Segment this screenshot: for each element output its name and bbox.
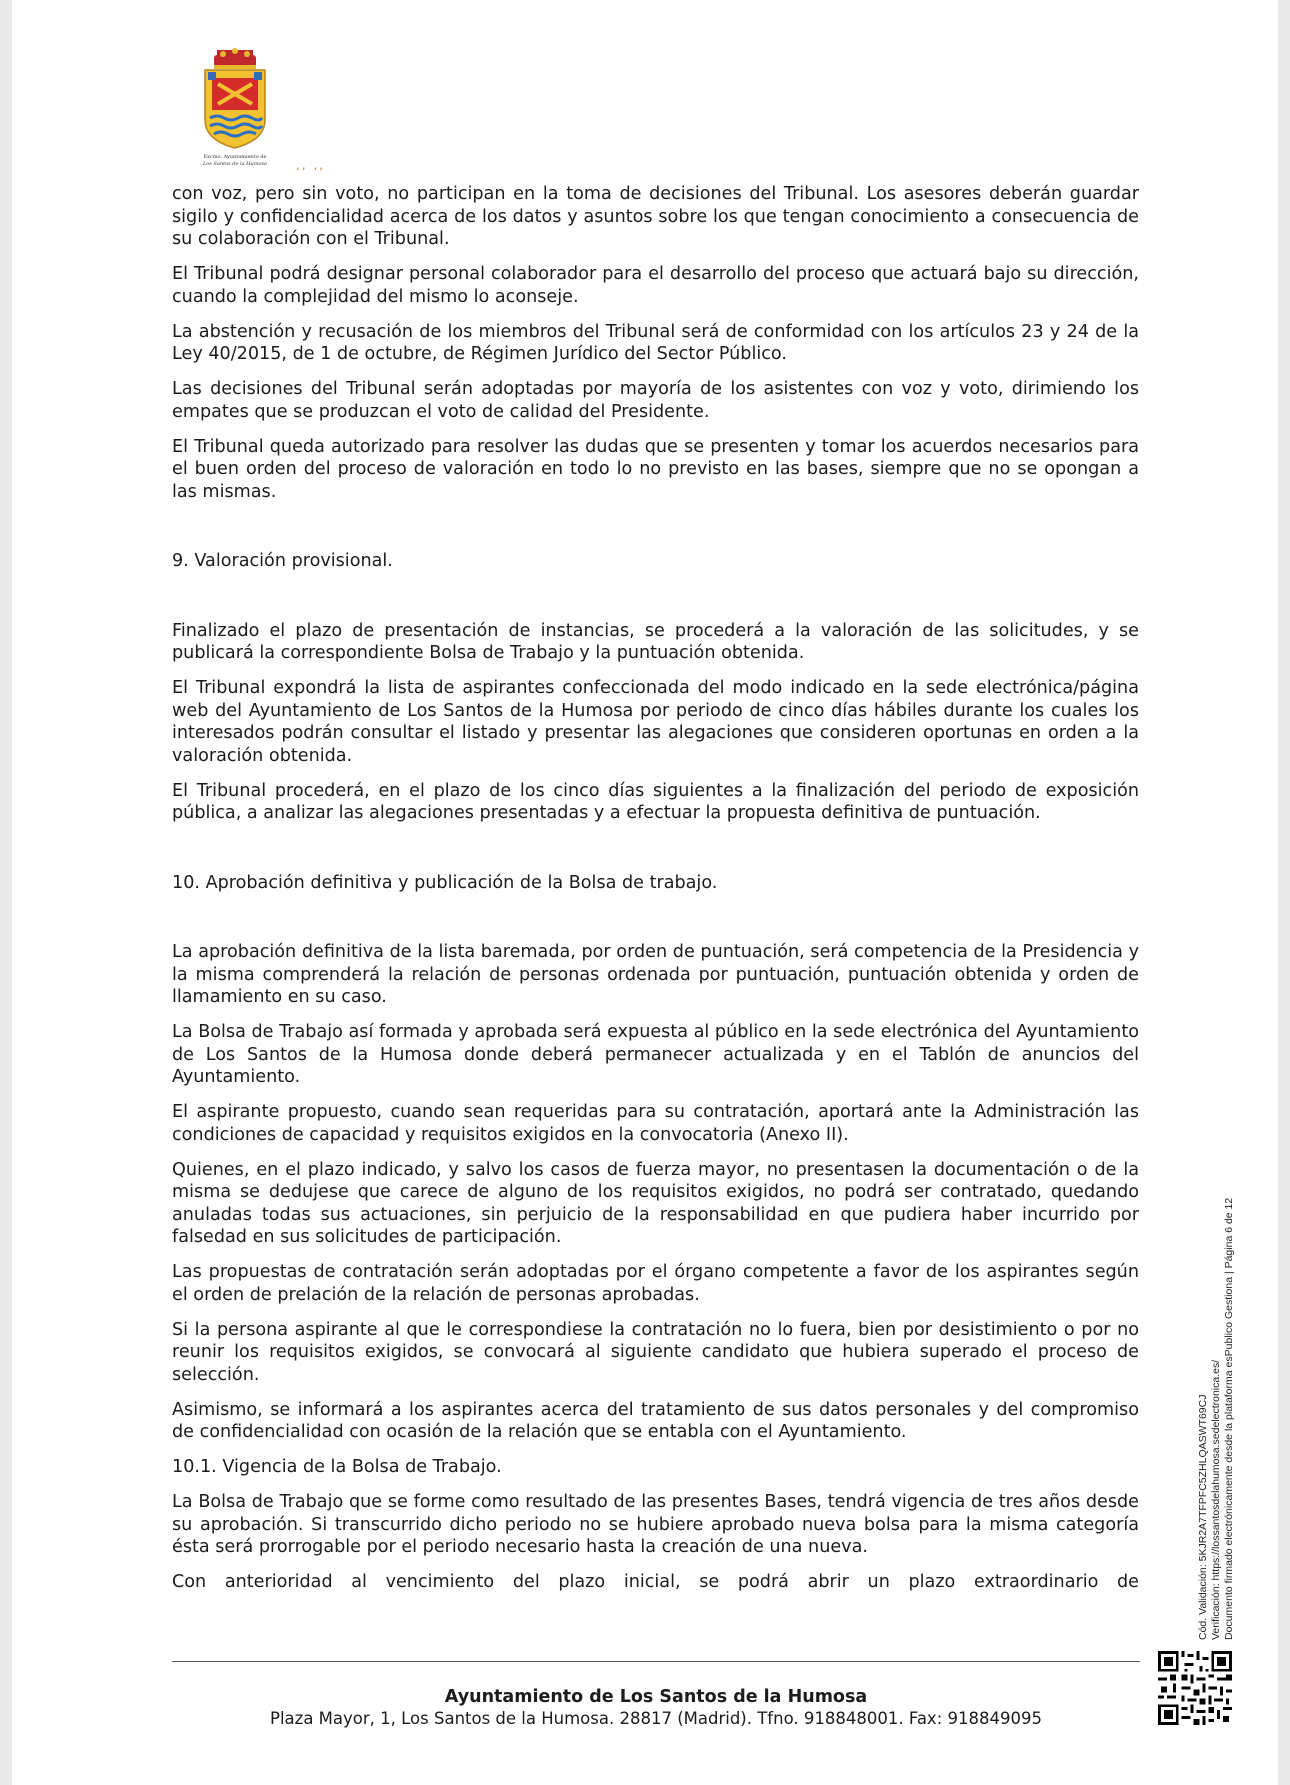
paragraph: El Tribunal procederá, en el plazo de los cinco días siguientes a la finalización del periodo de exposición pública, a analizar las alegaciones presentadas y a efectuar la propuesta definitiva de puntuación. bbox=[172, 780, 1139, 823]
paragraph: La aprobación definitiva de la lista baremada, por orden de puntuación, será competencia de la Presidencia y la misma comprenderá la relación de personas ordenada por puntuación, puntuación obtenida y orden de llamamiento en su caso. bbox=[172, 942, 1139, 1007]
footer-divider bbox=[172, 1661, 1140, 1662]
logo-caption-1: Excmo. Ayuntamiento de bbox=[203, 154, 267, 160]
paragraph: El aspirante propuesto, cuando sean requeridas para su contratación, aportará ante la Administración las condiciones de capacidad y requisitos exigidos en la convocatoria (Anexo II). bbox=[172, 1102, 1139, 1145]
paragraph: con voz, pero sin voto, no participan en la toma de decisiones del Tribunal. Los asesores deberán guardar sigilo y confidencialidad acerca de los datos y asuntos sobre los que tengan conocimiento a consecuencia de su colaboración con el Tribunal. bbox=[172, 184, 1139, 249]
paragraph: La Bolsa de Trabajo así formada y aprobada será expuesta al público en la sede electrónica del Ayuntamiento de Los Santos de la Humosa donde deberá permanecer actualizada y en el Tablón de anuncios del Ayuntamiento. bbox=[172, 1022, 1139, 1087]
paragraph: El Tribunal expondrá la lista de aspirantes confeccionada del modo indicado en la sede electrónica/página web del Ayuntamiento de Los Santos de la Humosa por periodo de cinco días hábiles durante los cuales los interesados podrán consultar el listado y presentar las alegaciones que consideren oportunas en orden a la valoración obtenida. bbox=[172, 678, 1139, 766]
signature-platform-note: Documento firmado electrónicamente desde la plataforma esPublico Gestiona | Página 6 de 12 bbox=[1223, 1197, 1235, 1640]
logo-caption-2: Los Santos de la Humosa bbox=[202, 161, 268, 167]
logo-marks: ,, ,, bbox=[296, 158, 326, 172]
qr-code-icon bbox=[1158, 1651, 1232, 1725]
footer-address: Plaza Mayor, 1, Los Santos de la Humosa. 28817 (Madrid). Tfno. 918848001. Fax: 918849095 bbox=[270, 1709, 1042, 1728]
paragraph: Quienes, en el plazo indicado, y salvo los casos de fuerza mayor, no presentasen la documentación o de la misma se dedujese que carece de alguno de los requisitos exigidos, no podrá ser contratado, quedando anuladas todas sus actuaciones, sin perjuicio de la responsabilidad en que pudiera haber incurrido por falsedad en sus solicitudes de participación. bbox=[172, 1159, 1139, 1247]
paragraph: Finalizado el plazo de presentación de instancias, se procederá a la valoración de las solicitudes, y se publicará la correspondiente Bolsa de Trabajo y la puntuación obtenida. bbox=[172, 620, 1139, 663]
section-heading-10-1: 10.1. Vigencia de la Bolsa de Trabajo. bbox=[172, 1457, 502, 1477]
paragraph: El Tribunal podrá designar personal colaborador para el desarrollo del proceso que actuará bajo su dirección, cuando la complejidad del mismo lo aconseje. bbox=[172, 264, 1139, 307]
page-footer bbox=[172, 1686, 1140, 1730]
footer-organization: Ayuntamiento de Los Santos de la Humosa bbox=[444, 1687, 868, 1707]
paragraph: La Bolsa de Trabajo que se forme como resultado de las presentes Bases, tendrá vigencia de tres años desde su aprobación. Si transcurrido dicho periodo no se hubiere aprobado nueva bolsa para la misma categoría ésta será prorrogable por el periodo necesario hasta la creación de una nueva. bbox=[172, 1492, 1139, 1557]
paragraph: La abstención y recusación de los miembros del Tribunal será de conformidad con los artículos 23 y 24 de la Ley 40/2015, de 1 de octubre, de Régimen Jurídico del Sector Público. bbox=[172, 321, 1139, 364]
paragraph: Las propuestas de contratación serán adoptadas por el órgano competente a favor de los aspirantes según el orden de prelación de la relación de personas aprobadas. bbox=[172, 1262, 1139, 1305]
section-heading-10: 10. Aprobación definitiva y publicación de la Bolsa de trabajo. bbox=[172, 872, 718, 893]
verification-url: Verificación: https://lossantosdelahumosa.sedelectronica.es/ bbox=[1210, 1359, 1222, 1640]
paragraph: Asimismo, se informará a los aspirantes acerca del tratamiento de sus datos personales y del compromiso de confidencialidad con ocasión de la relación que se entabla con el Ayuntamiento. bbox=[172, 1399, 1139, 1442]
document-page bbox=[12, 0, 1278, 1785]
paragraph: Si la persona aspirante al que le correspondiese la contratación no lo fuera, bien por desistimiento o por no reunir los requisitos exigidos, se convocará al siguiente candidato que hubiera superado el proceso de selección. bbox=[172, 1319, 1139, 1385]
paragraph: Las decisiones del Tribunal serán adoptadas por mayoría de los asistentes con voz y voto, dirimiendo los empates que se produzcan el voto de calidad del Presidente. bbox=[172, 379, 1139, 422]
paragraph: El Tribunal queda autorizado para resolver las dudas que se presenten y tomar los acuerdos necesarios para el buen orden del proceso de valoración en todo lo no previsto en las bases, siempre que no se opongan a las mismas. bbox=[172, 436, 1139, 502]
validation-code: Cód. Validación: 5KJR2A7TFPFC5ZHLQASWT69CJ bbox=[1197, 1394, 1209, 1640]
coat-of-arms-logo bbox=[190, 48, 280, 168]
section-heading-9: 9. Valoración provisional. bbox=[172, 551, 393, 571]
document-body bbox=[172, 183, 1139, 1606]
validation-side-note bbox=[1197, 1100, 1236, 1640]
paragraph: Con anterioridad al vencimiento del plazo inicial, se podrá abrir un plazo extraordinario de bbox=[172, 1572, 1139, 1592]
